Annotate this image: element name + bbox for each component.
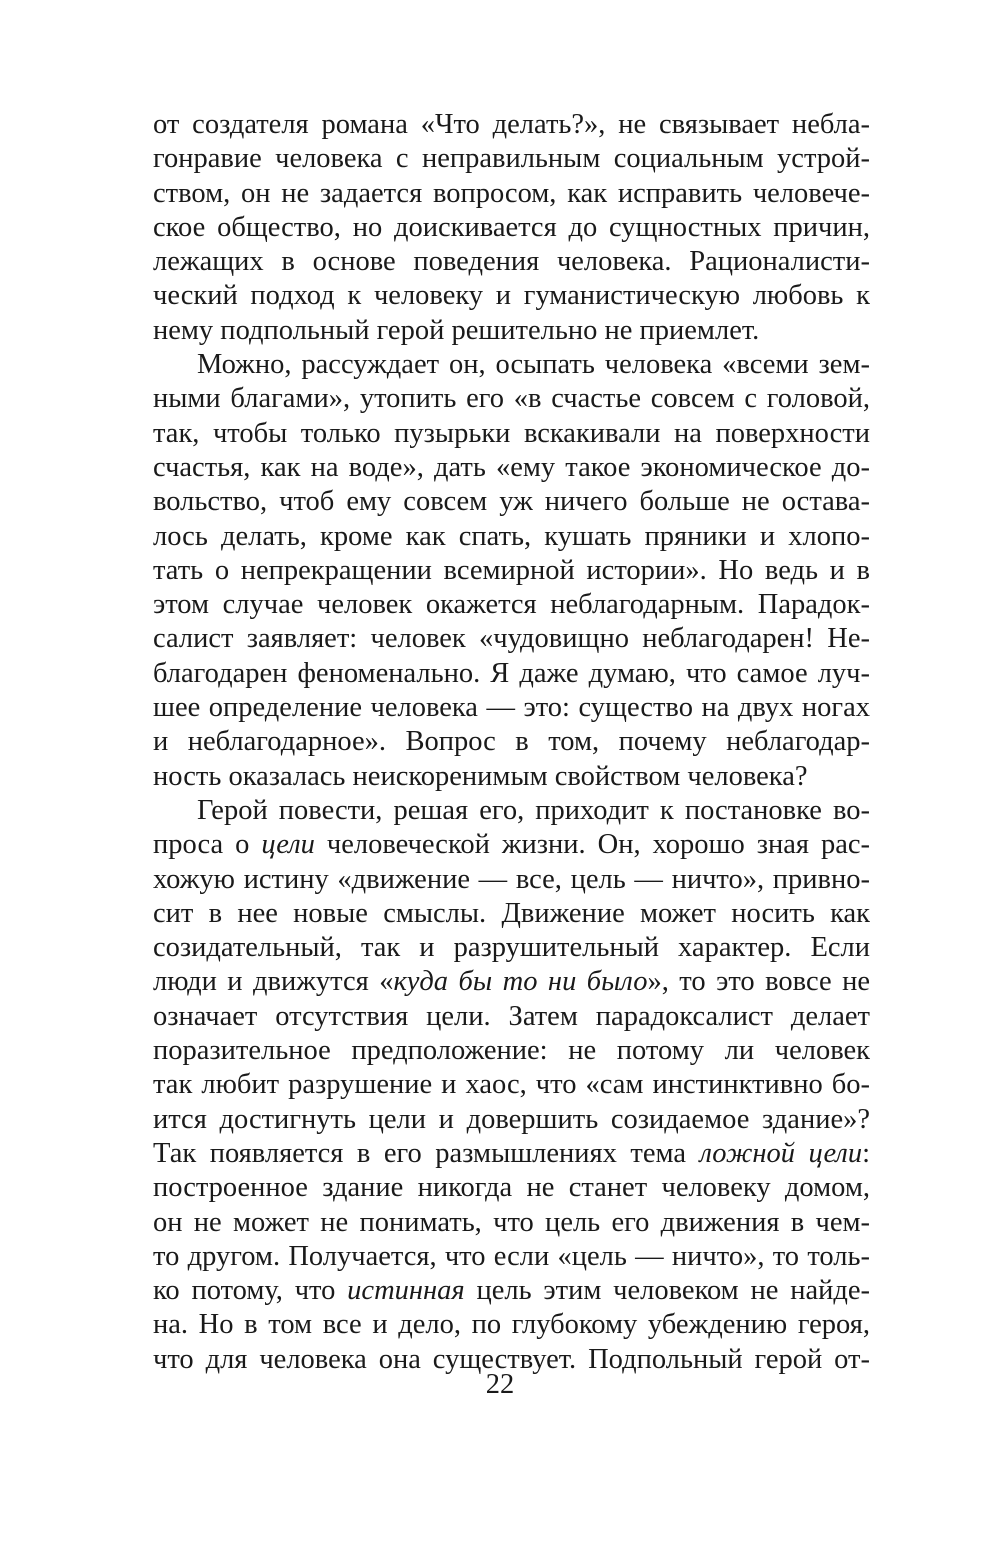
text-segment: он не может не понимать, что цель его движения в чем-	[153, 1206, 870, 1238]
text-line	[153, 1240, 870, 1274]
text-segment: Так появляется в его размышлениях тема	[153, 1137, 700, 1169]
page-number: 22	[485, 1369, 515, 1400]
text-segment: что для человека она существует. Подпольный герой от-	[153, 1343, 870, 1375]
text-line	[153, 1068, 870, 1102]
text-segment: ческий подход к человеку и гуманистическую любовь к	[153, 280, 870, 312]
text-line	[153, 177, 870, 211]
text-segment: нему подпольный герой решительно не приемлет.	[153, 314, 760, 346]
text-segment: проса о	[153, 829, 262, 861]
text-line	[153, 279, 870, 313]
text-line	[153, 794, 870, 828]
text-line	[153, 863, 870, 897]
text-segment: Можно, рассуждает он, осыпать человека «всеми зем-	[197, 349, 870, 381]
text-line	[153, 485, 870, 519]
text-segment: так любит разрушение и хаос, что «сам инстинктивно бо-	[153, 1069, 870, 1101]
italic-text: ложной цели	[699, 1137, 863, 1169]
text-line	[153, 622, 870, 656]
text-segment: Герой повести, решая его, приходит к постановке во-	[197, 794, 870, 826]
text-segment: созидательный, так и разрушительный характер. Если	[153, 932, 870, 964]
text-segment: означает отсутствия цели. Затем парадоксалист делает	[153, 1000, 870, 1032]
text-line	[153, 965, 870, 999]
text-segment: люди и движутся «	[153, 966, 394, 998]
text-line	[153, 1137, 870, 1171]
text-segment: счастья, как на воде», дать «ему такое экономическое до-	[153, 451, 870, 483]
text-line	[153, 520, 870, 554]
text-line	[153, 725, 870, 759]
text-segment: салист заявляет: человек «чудовищно неблагодарен! Не-	[153, 623, 870, 655]
text-line	[153, 657, 870, 691]
text-line	[153, 828, 870, 862]
text-segment: построенное здание никогда не станет человеку домом,	[153, 1172, 870, 1204]
text-line	[153, 588, 870, 622]
text-segment: поразительное предположение: не потому ли человек	[153, 1035, 870, 1067]
text-line	[153, 451, 870, 485]
text-line	[153, 1034, 870, 1068]
text-line	[153, 382, 870, 416]
text-line	[153, 1000, 870, 1034]
text-segment: от создателя романа «Что делать?», не связывает небла-	[153, 109, 870, 140]
text-segment: гонравие человека с неправильным социальным устрой-	[153, 143, 870, 175]
text-line	[153, 554, 870, 588]
text-segment: так, чтобы только пузырьки вскакивали на поверхности	[153, 417, 870, 449]
text-segment: то другом. Получается, что если «цель — ничто», то толь-	[153, 1240, 870, 1272]
text-line	[153, 1206, 870, 1240]
text-segment: шее определение человека — это: существо на двух ногах	[153, 692, 870, 724]
text-segment: вольство, чтоб ему совсем уж ничего больше не остава-	[153, 486, 870, 518]
body-text	[153, 108, 870, 1377]
text-segment: :	[862, 1137, 870, 1169]
italic-text: цели	[261, 829, 315, 861]
text-segment: сит в нее новые смыслы. Движение может носить как	[153, 897, 870, 929]
text-line	[153, 142, 870, 176]
text-segment: лось делать, кроме как спать, кушать пряники и хлопо-	[153, 520, 870, 552]
text-line	[153, 1274, 870, 1308]
text-segment: ством, он не задается вопросом, как исправить человече-	[153, 177, 870, 209]
text-line	[153, 314, 870, 348]
italic-text: истинная	[347, 1275, 465, 1307]
text-line	[153, 1103, 870, 1137]
text-segment: хожую истину «движение — все, цель — ничто», привно-	[153, 863, 870, 895]
italic-text: куда бы то ни было	[393, 966, 648, 998]
text-segment: этом случае человек окажется неблагодарным. Парадок-	[153, 589, 870, 621]
text-line	[153, 348, 870, 382]
text-line	[153, 1308, 870, 1342]
text-segment: ское общество, но доискивается до сущностных причин,	[153, 211, 870, 243]
text-line	[153, 417, 870, 451]
text-segment: и неблагодарное». Вопрос в том, почему неблагодар-	[153, 726, 870, 758]
text-segment: ность оказалась неискоренимым свойством человека?	[153, 760, 808, 792]
text-line	[153, 760, 870, 794]
text-line	[153, 245, 870, 279]
text-segment: человеческой жизни. Он, хорошо зная рас-	[314, 829, 870, 861]
text-segment: ко потому, что	[153, 1275, 348, 1307]
text-segment: ными благами», утопить его «в счастье совсем с головой,	[153, 383, 870, 415]
text-segment: на. Но в том все и дело, по глубокому убеждению героя,	[153, 1309, 870, 1341]
text-segment: тать о непрекращении всемирной истории». Но ведь и в	[153, 554, 870, 586]
text-segment: цель этим человеком не найде-	[464, 1275, 870, 1307]
text-line	[153, 691, 870, 725]
text-line	[153, 1171, 870, 1205]
text-segment: ится достигнуть цели и довершить созидаемое здание»?	[153, 1103, 870, 1135]
text-line	[153, 108, 870, 142]
text-segment: », то это вовсе не	[647, 966, 870, 998]
text-line	[153, 897, 870, 931]
text-segment: лежащих в основе поведения человека. Рационалисти-	[153, 246, 870, 278]
text-line	[153, 211, 870, 245]
text-segment: благодарен феноменально. Я даже думаю, что самое луч-	[153, 657, 870, 689]
text-line	[153, 931, 870, 965]
